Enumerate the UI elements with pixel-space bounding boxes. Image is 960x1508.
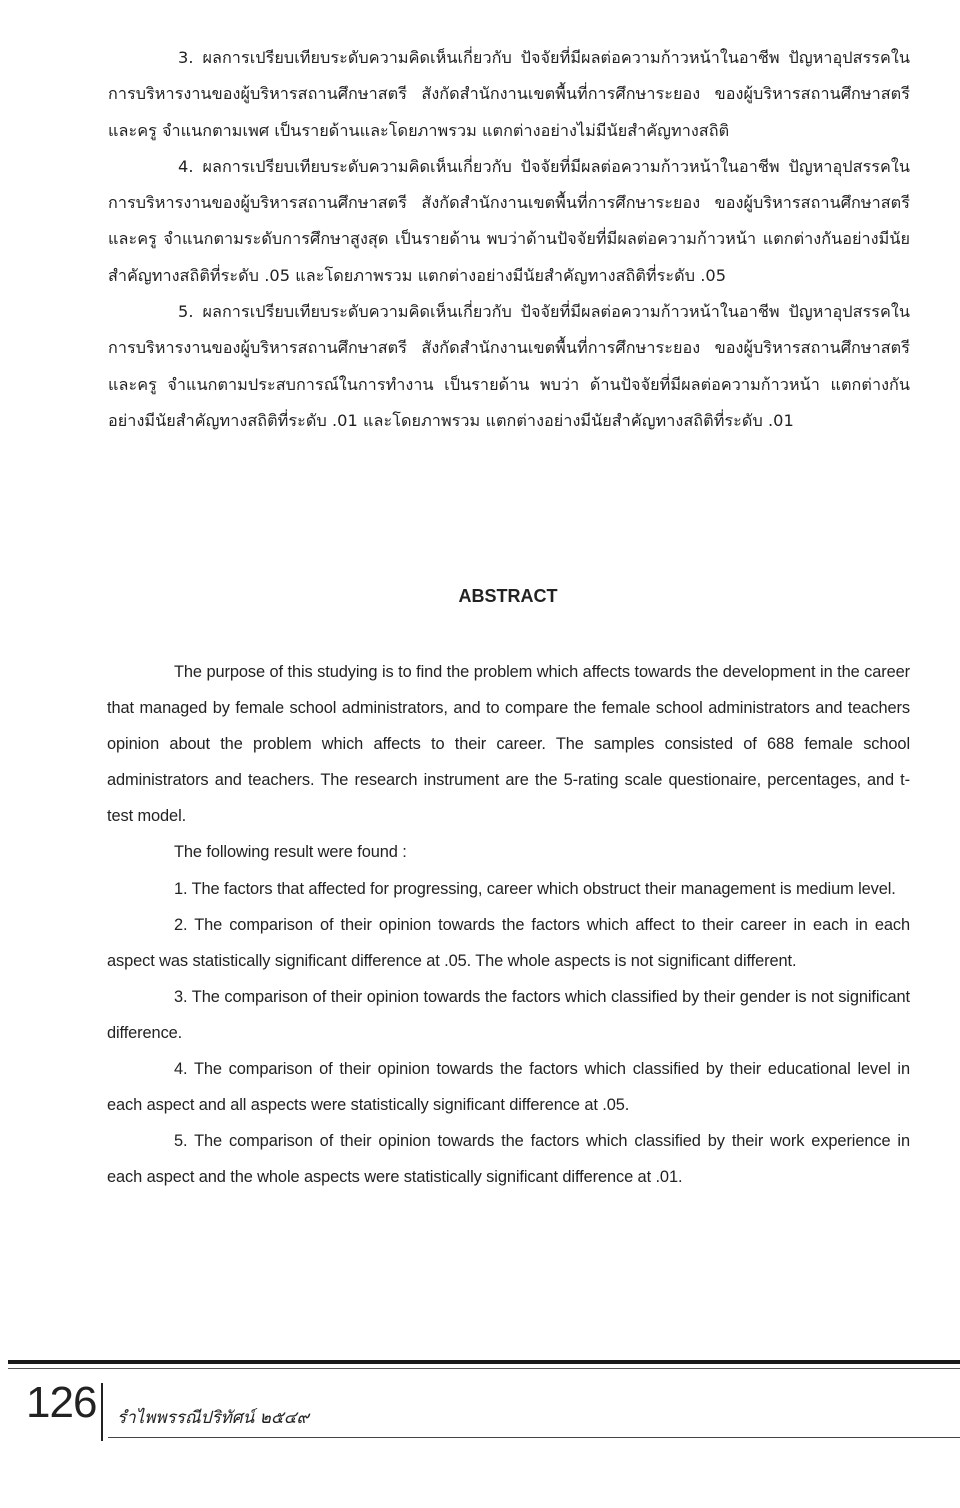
thai-result-paragraph-4: 4. ผลการเปรียบเทียบระดับความคิดเห็นเกี่ยวกับ ปัจจัยที่มีผลต่อความก้าวหน้าในอาชีพ ปัญหาอุปสรรคในการบริหารงานของผู้บริหารสถานศึกษาสตรี สังกัดสำนักงานเขตพื้นที่การศึกษาระยอง ของผู้บริหารสถานศึกษาสตรี และครู จำแนกตามระดับการศึกษาสูงสุด เป็นรายด้าน พบว่าด้านปัจจัยที่มีผลต่อความก้าวหน้า แตกต่างกันอย่างมีนัยสำคัญทางสถิติที่ระดับ .05 และโดยภาพรวม แตกต่างอย่างมีนัยสำคัญทางสถิติที่ระดับ .05 [108,156,910,285]
abstract-result-4: 4. The comparison of their opinion towards the factors which classified by their educational level in each aspect and all aspects were statistically significant difference at .05. [107,1060,910,1115]
abstract-purpose-paragraph: The purpose of this studying is to find the problem which affects towards the development in the career that managed by female school administrators, and to compare the female school administrators and teachers opinion about the problem which affects to their career. The samples consisted of 688 female school administrators and teachers. The research instrument are the 5-rating scale questionaire, percentages, and t-test model. [107,663,910,826]
abstract-result-5: 5. The comparison of their opinion towards the factors which classified by their work experience in each aspect and the whole aspects were statistically significant difference at .01. [107,1132,910,1187]
abstract-result-2: 2. The comparison of their opinion towards the factors which affect to their career in each in each aspect was statistically significant difference at .05. The whole aspects is not significant different. [107,915,910,970]
abstract-result-1: 1. The factors that affected for progressing, career which obstruct their management is medium level. [174,879,896,898]
abstract-heading: ABSTRACT [458,586,558,606]
thai-result-paragraph-5: 5. ผลการเปรียบเทียบระดับความคิดเห็นเกี่ยวกับ ปัจจัยที่มีผลต่อความก้าวหน้าในอาชีพ ปัญหาอุปสรรคในการบริหารงานของผู้บริหารสถานศึกษาสตรี สังกัดสำนักงานเขตพื้นที่การศึกษาระยอง ของผู้บริหารสถานศึกษาสตรี และครู จำแนกตามประสบการณ์ในการทำงาน เป็นรายด้าน พบว่า ด้านปัจจัยที่มีผลต่อความก้าวหน้า แตกต่างกันอย่างมีนัยสำคัญทางสถิติที่ระดับ .01 และโดยภาพรวม แตกต่างอย่างมีนัยสำคัญทางสถิติที่ระดับ .01 [108,302,910,430]
page-number: 126 [26,1378,97,1427]
abstract-result-3: 3. The comparison of their opinion towards the factors which classified by their gender is not significant difference. [107,987,910,1042]
footer-rule-bottom [108,1437,960,1438]
thai-results-section [108,40,910,439]
journal-title: รำไพพรรณีปริทัศน์ ๒๕๔๙ [117,1408,310,1428]
abstract-results-intro: The following result were found : [174,843,407,862]
footer-rule-thick [8,1360,960,1364]
footer-divider [101,1383,103,1441]
abstract-body [107,654,910,1195]
thai-result-paragraph-3: 3. ผลการเปรียบเทียบระดับความคิดเห็นเกี่ยวกับ ปัจจัยที่มีผลต่อความก้าวหน้าในอาชีพ ปัญหาอุปสรรคในการบริหารงานของผู้บริหารสถานศึกษาสตรี สังกัดสำนักงานเขตพื้นที่การศึกษาระยอง ของผู้บริหารสถานศึกษาสตรีและครู จำแนกตามเพศ เป็นรายด้านและโดยภาพรวม แตกต่างอย่างไม่มีนัยสำคัญทางสถิติ [108,48,910,140]
footer-rule-thin [8,1368,960,1369]
